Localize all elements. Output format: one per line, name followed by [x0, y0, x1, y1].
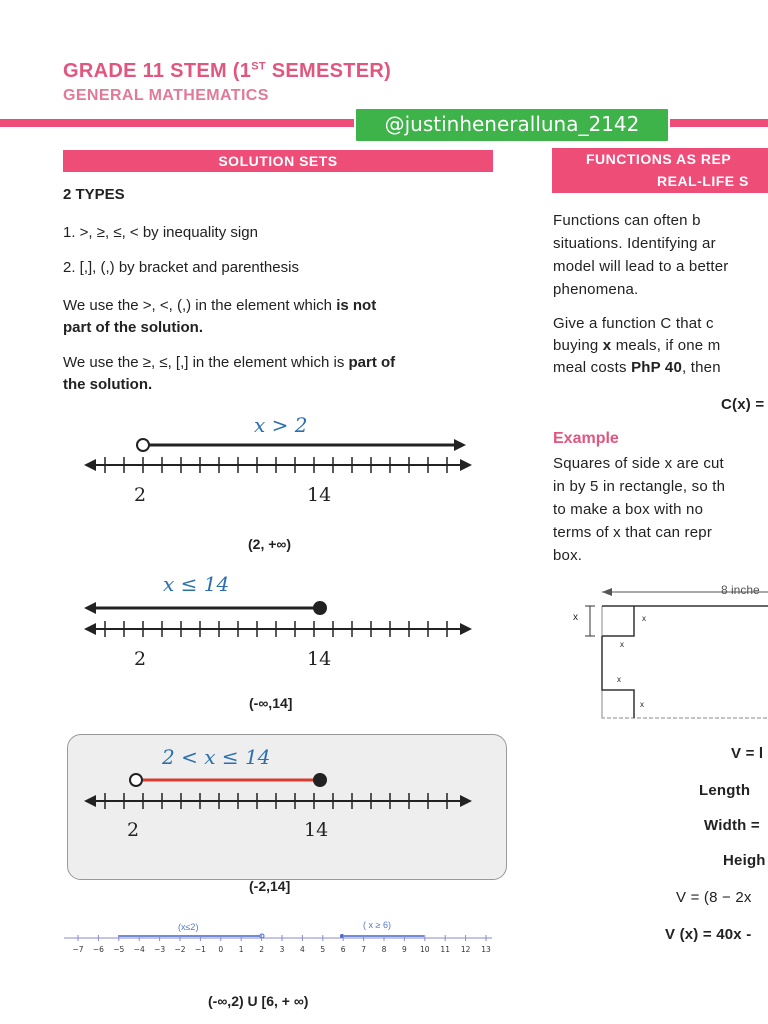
closed-endpoint-2	[313, 601, 327, 615]
number-line-1	[80, 436, 480, 486]
rule-1-text: We use the >, <, (,) in the element which	[63, 297, 333, 314]
small-axis-tick-label: 12	[460, 945, 471, 954]
meal-text: buying	[553, 337, 603, 354]
small-axis-tick-label: 8	[381, 945, 387, 954]
types-heading: 2 TYPES	[63, 186, 125, 203]
tick-label-left-1: 2	[134, 484, 147, 506]
volume-formula: V = l	[731, 745, 764, 762]
diagram-width-label: 8 inche	[721, 583, 760, 597]
functions-line: Functions can often b	[553, 212, 701, 229]
small-axis-tick-label: 6	[340, 945, 346, 954]
rule-2-text: We use the ≥, ≤, [,] in the element which is	[63, 354, 345, 371]
axis-2	[84, 621, 472, 637]
section-title-functions	[552, 148, 768, 193]
interval-notation-1: (2, +∞)	[248, 536, 292, 552]
union-right-label: ( x ≥ 6)	[363, 920, 391, 930]
rule-2-bold: part of	[348, 354, 396, 371]
closed-endpoint-3	[313, 773, 327, 787]
rule-2-bold-2: the solution.	[63, 376, 153, 393]
example-line: terms of x that can repr	[553, 524, 713, 541]
example-line: in by 5 in rectangle, so th	[553, 478, 726, 495]
meal-line-1: Give a function C that c	[553, 315, 714, 332]
union-left-label: (x≤2)	[178, 922, 199, 932]
number-line-2	[80, 599, 480, 649]
meal-var: x	[602, 337, 612, 354]
inequality-label-3: 2 < x ≤ 14	[162, 745, 271, 769]
width-label: Width =	[704, 817, 760, 834]
number-line-4	[62, 930, 502, 962]
small-axis-tick-label: 0	[218, 945, 224, 954]
small-axis-tick-label: 3	[279, 945, 285, 954]
meal-text: meals, if one m	[611, 337, 721, 354]
example-line: Squares of side x are cut	[553, 455, 724, 472]
interval-notation-3: (-2,14]	[249, 878, 291, 894]
axis-1	[84, 457, 472, 473]
functions-line: model will lead to a better	[553, 258, 729, 275]
meal-text: meal costs	[553, 359, 632, 376]
cost-function: C(x) =	[721, 396, 765, 413]
meal-line-2	[553, 335, 721, 357]
small-axis-tick-label: −2	[174, 945, 186, 954]
example-line: to make a box with no	[553, 501, 704, 518]
functions-head-line-1: FUNCTIONS AS REP	[586, 151, 732, 167]
meal-cost: PhP 40	[631, 359, 683, 376]
diagram-cut-label: x	[642, 614, 646, 623]
type-2: 2. [,], (,) by bracket and parenthesis	[63, 259, 299, 276]
diagram-cut-label: x	[640, 700, 644, 709]
small-axis-tick-label: 10	[420, 945, 430, 954]
small-axis-tick-label: −4	[133, 945, 145, 954]
diagram-side-label: x	[573, 612, 578, 623]
small-axis-tick-label: 1	[238, 945, 244, 954]
small-axis-tick-label: 2	[259, 945, 264, 954]
small-axis-tick-label: 11	[440, 945, 450, 954]
small-axis-tick-label: 7	[361, 945, 366, 954]
small-axis-tick-label: 13	[481, 945, 491, 954]
rule-open-endpoint	[63, 295, 503, 339]
title-main: GRADE 11 STEM (1	[63, 60, 252, 82]
volume-expression: V = (8 − 2x	[676, 889, 752, 906]
type-1: 1. >, ≥, ≤, < by inequality sign	[63, 224, 258, 241]
functions-paragraph	[553, 209, 729, 301]
small-axis-tick-label: 5	[320, 945, 326, 954]
section-title-solution-sets: SOLUTION SETS	[63, 150, 493, 172]
number-line-3	[80, 771, 480, 821]
inequality-label-1: x > 2	[254, 413, 308, 437]
rule-1-bold-2: part of the solution.	[63, 319, 203, 336]
functions-head-line-2: REAL-LIFE S	[657, 173, 749, 189]
watermark-badge: @justinheneralluna_2142	[354, 107, 670, 143]
volume-function: V (x) = 40x -	[665, 926, 752, 943]
tick-label-right-2: 14	[307, 648, 332, 670]
example-line: box.	[553, 547, 583, 564]
diagram-cut-label: x	[617, 675, 621, 684]
example-text	[553, 452, 725, 567]
small-axis-tick-label: 4	[300, 945, 305, 954]
open-endpoint-3	[130, 774, 142, 786]
tick-label-right-3: 14	[304, 819, 329, 841]
interval-notation-2: (-∞,14]	[249, 695, 293, 711]
tick-label-left-3: 2	[127, 819, 140, 841]
page-subtitle: GENERAL MATHEMATICS	[63, 87, 269, 104]
tick-label-right-1: 14	[307, 484, 332, 506]
rule-1-bold: is not	[336, 297, 377, 314]
small-axis-tick-label: −1	[194, 945, 206, 954]
page-title	[63, 60, 391, 83]
length-label: Length	[699, 782, 751, 799]
title-end: SEMESTER)	[265, 60, 392, 82]
small-axis-tick-label: −6	[92, 945, 104, 954]
meal-problem	[553, 313, 721, 379]
small-axis-tick-label: −7	[72, 945, 84, 954]
axis-3	[84, 793, 472, 809]
example-title: Example	[553, 430, 619, 447]
ray-arrowhead-1	[454, 439, 466, 451]
open-endpoint-1	[137, 439, 149, 451]
small-axis-tick-label: −3	[154, 945, 166, 954]
meal-text: , then	[682, 359, 721, 376]
diagram-cut-label: x	[620, 640, 624, 649]
height-label: Heigh	[723, 852, 766, 869]
union-interval-notation: (-∞,2) U [6, + ∞)	[208, 993, 309, 1009]
small-axis-tick-label: −5	[113, 945, 125, 954]
tick-label-left-2: 2	[134, 648, 147, 670]
inequality-label-2: x ≤ 14	[163, 572, 230, 596]
ray-arrowhead-2	[84, 602, 96, 614]
box-diagram	[568, 580, 768, 725]
functions-line: phenomena.	[553, 281, 639, 298]
functions-line: situations. Identifying ar	[553, 235, 716, 252]
meal-line-3	[553, 357, 721, 379]
title-superscript: ST	[251, 60, 266, 73]
rule-closed-endpoint	[63, 352, 503, 396]
small-axis-tick-label: 9	[402, 945, 407, 954]
